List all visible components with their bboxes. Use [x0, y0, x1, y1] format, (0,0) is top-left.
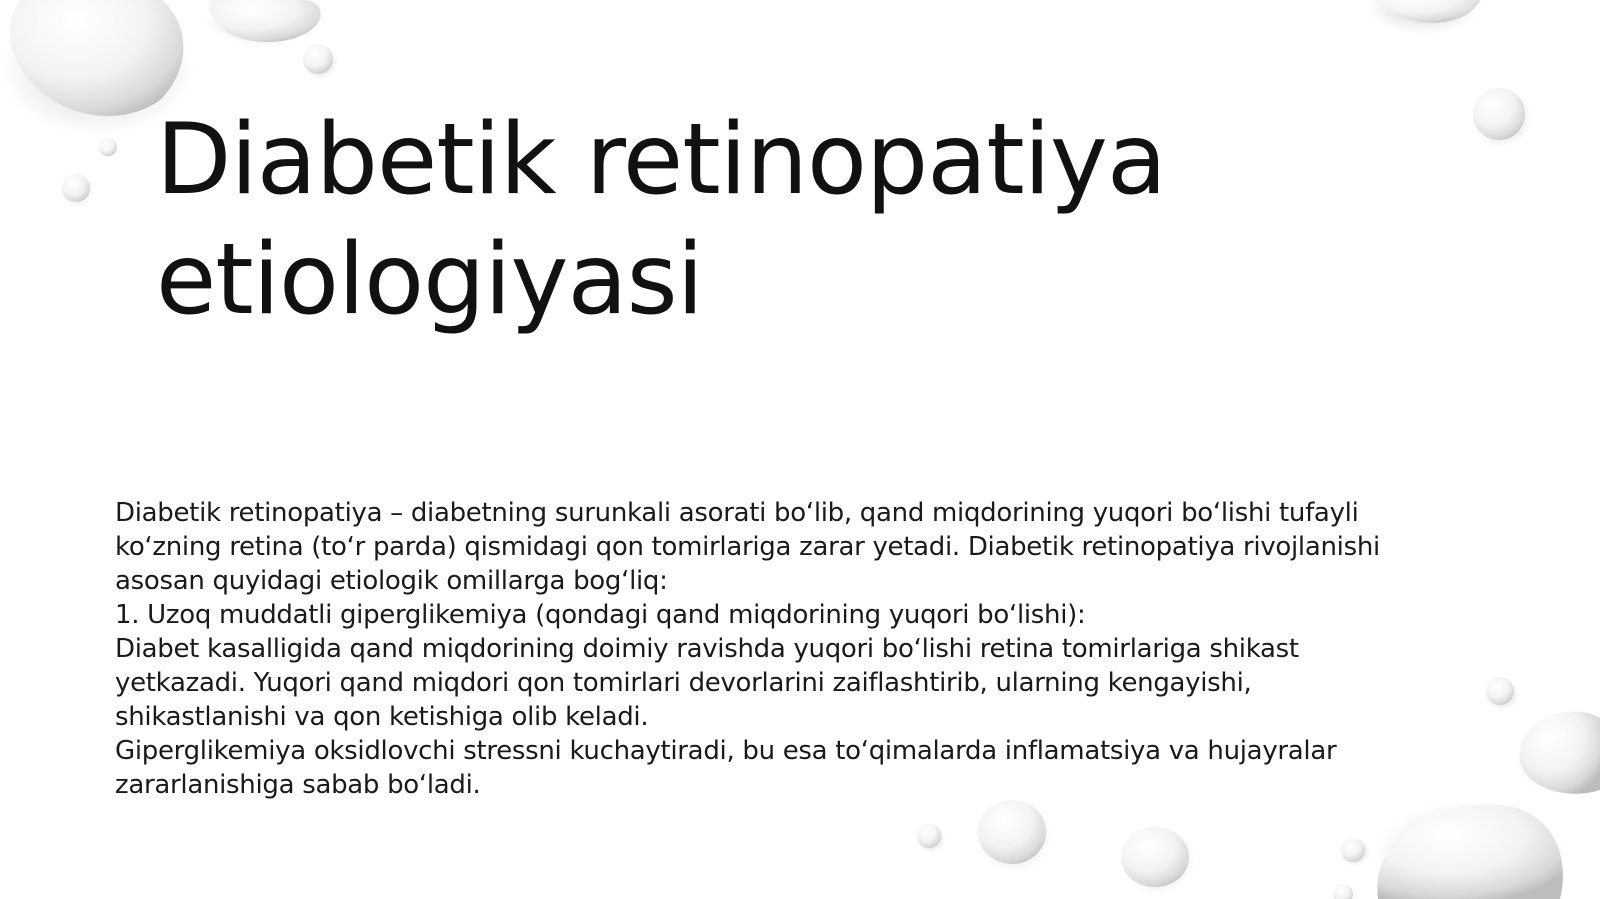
body-line: ko‘zning retina (to‘r parda) qismidagi qon tomirlariga zarar yetadi. Diabetik retinopatiya rivojlanishi	[115, 532, 1380, 562]
body-line: 1. Uzoq muddatli giperglikemiya (qondagi qand miqdorining yuqori bo‘lishi):	[115, 600, 1086, 630]
slide-body-text	[115, 496, 1515, 802]
water-droplet-icon	[302, 44, 338, 80]
water-droplet-icon	[1472, 88, 1532, 148]
water-droplet-icon	[1119, 826, 1195, 894]
water-droplet-icon	[1374, 800, 1566, 899]
body-line: shikastlanishi va qon ketishiga olib keladi.	[115, 702, 649, 732]
water-droplet-icon	[1516, 711, 1600, 794]
water-droplet-icon	[1368, 0, 1482, 34]
body-line: zararlanishiga sabab bo‘ladi.	[115, 770, 481, 800]
body-line: yetkazadi. Yuqori qand miqdori qon tomirlari devorlarini zaiflashtirib, ularning kengayishi,	[115, 668, 1252, 698]
body-line: Giperglikemiya oksidlovchi stressni kuchaytiradi, bu esa to‘qimalarda inflamatsiya va hujayralar	[115, 736, 1337, 766]
body-line: Diabet kasalligida qand miqdorining doimiy ravishda yuqori bo‘lishi retina tomirlariga shikast	[115, 634, 1299, 664]
water-droplet-icon	[99, 138, 117, 156]
water-droplet-icon	[916, 823, 946, 853]
body-line: asosan quyidagi etiologik omillarga bog‘liq:	[115, 566, 668, 596]
slide-title	[156, 100, 1356, 340]
water-droplet-icon	[60, 173, 94, 207]
water-droplet-icon	[206, 0, 321, 46]
water-droplet-icon	[976, 800, 1052, 872]
slide-title-line: etiologiyasi	[156, 223, 703, 337]
water-droplet-icon	[1333, 884, 1353, 899]
water-droplet-icon	[1340, 837, 1370, 867]
slide-title-line: Diabetik retinopatiya	[156, 103, 1166, 217]
body-line: Diabetik retinopatiya – diabetning surunkali asorati bo‘lib, qand miqdorining yuqori bo‘lishi tufayli	[115, 498, 1359, 528]
